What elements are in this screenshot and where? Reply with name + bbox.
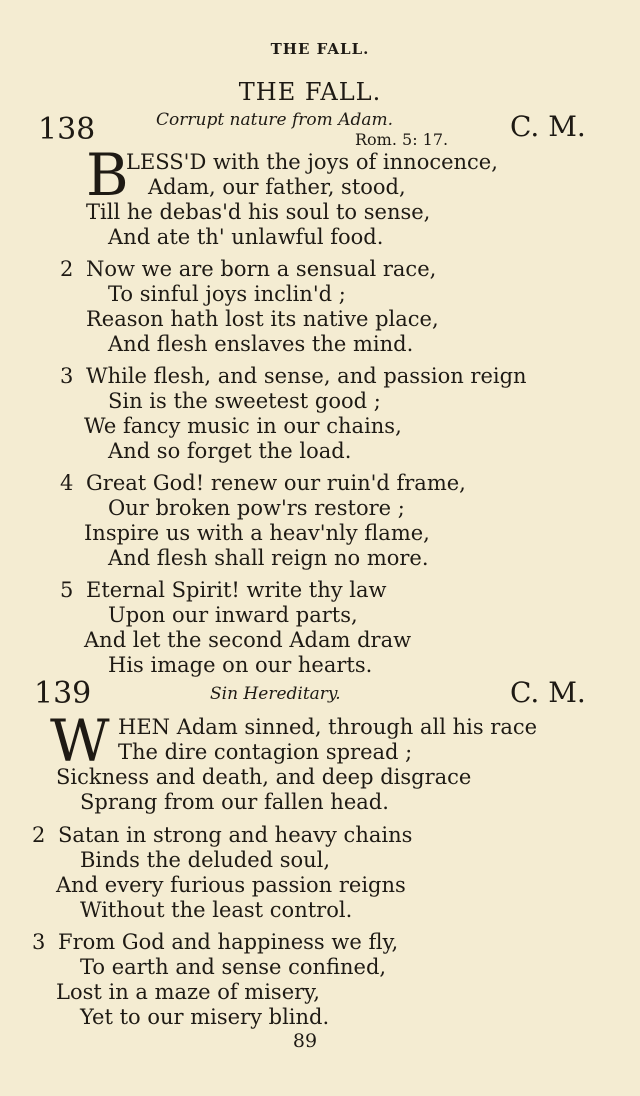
hymn-line: Sprang from our fallen head. (80, 790, 389, 814)
hymn-line: Upon our inward parts, (108, 603, 358, 627)
hymn-line: And so forget the load. (108, 439, 352, 463)
hymn-139-number: 139 (34, 676, 92, 711)
verse-number: 3 (32, 930, 46, 954)
hymn-139-meter: C. M. (510, 676, 586, 709)
hymn-138-dropcap: B (86, 141, 129, 209)
verse-text: Great God! renew our ruin'd frame, (86, 471, 466, 495)
verse-number: 2 (32, 823, 46, 847)
hymn-138-first-line: LESS'D with the joys of innocence, (126, 150, 498, 174)
hymn-line (32, 930, 398, 954)
hymn-line: And ate th' unlawful food. (108, 225, 384, 249)
hymn-139-first-line: HEN Adam sinned, through all his race (118, 715, 538, 739)
verse-number: 2 (60, 257, 74, 281)
hymn-line: To earth and sense confined, (80, 955, 387, 979)
verse-text: Eternal Spirit! write thy law (86, 578, 387, 602)
hymn-138-meter: C. M. (510, 110, 586, 143)
hymn-line: The dire contagion spread ; (118, 740, 413, 764)
hymn-line: Yet to our misery blind. (80, 1005, 330, 1029)
hymn-line: And let the second Adam draw (84, 628, 412, 652)
hymn-line: Till he debas'd his soul to sense, (86, 200, 431, 224)
hymn-line (60, 471, 466, 495)
hymn-line (32, 823, 412, 847)
hymn-line: Sin is the sweetest good ; (108, 389, 381, 413)
verse-text: While flesh, and sense, and passion reign (86, 364, 527, 388)
page-number: 89 (292, 1030, 318, 1052)
verse-number: 5 (60, 578, 74, 602)
verse-text: From God and happiness we fly, (58, 930, 399, 954)
hymn-line: Sickness and death, and deep disgrace (56, 765, 472, 789)
hymn-line (60, 257, 436, 281)
hymn-line: Reason hath lost its native place, (86, 307, 439, 331)
hymn-line: Our broken pow'rs restore ; (108, 496, 405, 520)
hymn-138-number: 138 (38, 112, 96, 147)
hymn-line: And every furious passion reigns (56, 873, 406, 897)
hymn-line: We fancy music in our chains, (84, 414, 402, 438)
hymn-139-subject: Sin Hereditary. (210, 684, 341, 704)
hymn-line: Lost in a maze of misery, (56, 980, 320, 1004)
hymn-line: Adam, our father, stood, (148, 175, 406, 199)
verse-text: Now we are born a sensual race, (86, 257, 437, 281)
hymn-line: His image on our hearts. (108, 653, 373, 677)
verse-number: 3 (60, 364, 74, 388)
hymn-139-dropcap: W (50, 707, 110, 775)
hymn-138-subject: Corrupt nature from Adam. (156, 110, 394, 130)
hymn-138-scripture: Rom. 5: 17. (355, 130, 449, 149)
hymn-line (60, 364, 527, 388)
section-title: THE FALL. (238, 78, 382, 106)
hymn-line: To sinful joys inclin'd ; (108, 282, 346, 306)
hymn-line: Inspire us with a heav'nly flame, (84, 521, 430, 545)
hymn-line (60, 578, 387, 602)
verse-number: 4 (60, 471, 74, 495)
hymn-line: And flesh enslaves the mind. (108, 332, 414, 356)
hymn-line: Binds the deluded soul, (80, 848, 331, 872)
running-head: THE FALL. (270, 40, 370, 58)
hymn-line: Without the least control. (80, 898, 353, 922)
hymn-line: And flesh shall reign no more. (108, 546, 429, 570)
verse-text: Satan in strong and heavy chains (58, 823, 413, 847)
